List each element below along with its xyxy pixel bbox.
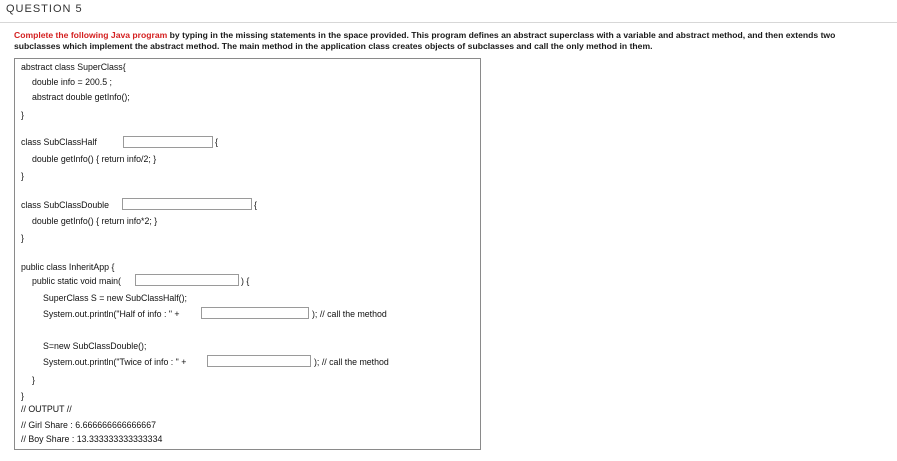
code-line-19: // OUTPUT // bbox=[21, 404, 72, 414]
code-line-11: public class InheritApp { bbox=[21, 262, 115, 272]
question-title: QUESTION 5 bbox=[6, 3, 83, 15]
code-line-20: // Girl Share : 6.666666666666667 bbox=[21, 420, 156, 430]
code-line-17: } bbox=[32, 375, 35, 385]
main-params-input[interactable] bbox=[135, 274, 239, 286]
code-line-6: double getInfo() { return info/2; } bbox=[32, 154, 157, 164]
extends-half-input[interactable] bbox=[123, 136, 213, 148]
question-header bbox=[0, 0, 897, 23]
code-line-15: S=new SubClassDouble(); bbox=[43, 341, 147, 351]
code-line-12: public static void main( bbox=[32, 276, 121, 286]
call-double-input[interactable] bbox=[207, 355, 311, 367]
code-line-3: abstract double getInfo(); bbox=[32, 92, 130, 102]
instructions-text: by typing in the missing statements in the space provided. This program defines an abstract superclass with a variable and abstract method, and then extends two subclasses which implement the abstract method. The main method in the application class creates objects of subclasses and call the only method in them. bbox=[14, 30, 836, 51]
code-line-5: class SubClassHalf bbox=[21, 137, 97, 147]
code-line-5-brace: { bbox=[215, 137, 218, 147]
code-line-13: SuperClass S = new SubClassHalf(); bbox=[43, 293, 187, 303]
call-half-input[interactable] bbox=[201, 307, 309, 319]
code-line-12-end: ) { bbox=[241, 276, 250, 286]
code-line-4: } bbox=[21, 110, 24, 120]
code-line-14: System.out.println("Half of info : " + bbox=[43, 309, 180, 319]
code-line-21: // Boy Share : 13.333333333333334 bbox=[21, 434, 163, 444]
code-line-18: } bbox=[21, 391, 24, 401]
code-line-8-brace: { bbox=[254, 200, 257, 210]
code-line-10: } bbox=[21, 233, 24, 243]
instructions-highlight: Complete the following Java program bbox=[14, 30, 168, 40]
extends-double-input[interactable] bbox=[122, 198, 252, 210]
code-line-7: } bbox=[21, 171, 24, 181]
question-instructions bbox=[14, 30, 884, 52]
code-box bbox=[14, 58, 481, 450]
code-line-9: double getInfo() { return info*2; } bbox=[32, 216, 158, 226]
code-line-2: double info = 200.5 ; bbox=[32, 77, 112, 87]
code-line-1: abstract class SuperClass{ bbox=[21, 62, 126, 72]
code-line-16: System.out.println("Twice of info : " + bbox=[43, 357, 187, 367]
code-line-8: class SubClassDouble bbox=[21, 200, 110, 210]
code-line-16-end: ); // call the method bbox=[314, 357, 389, 367]
code-line-14-end: ); // call the method bbox=[312, 309, 387, 319]
